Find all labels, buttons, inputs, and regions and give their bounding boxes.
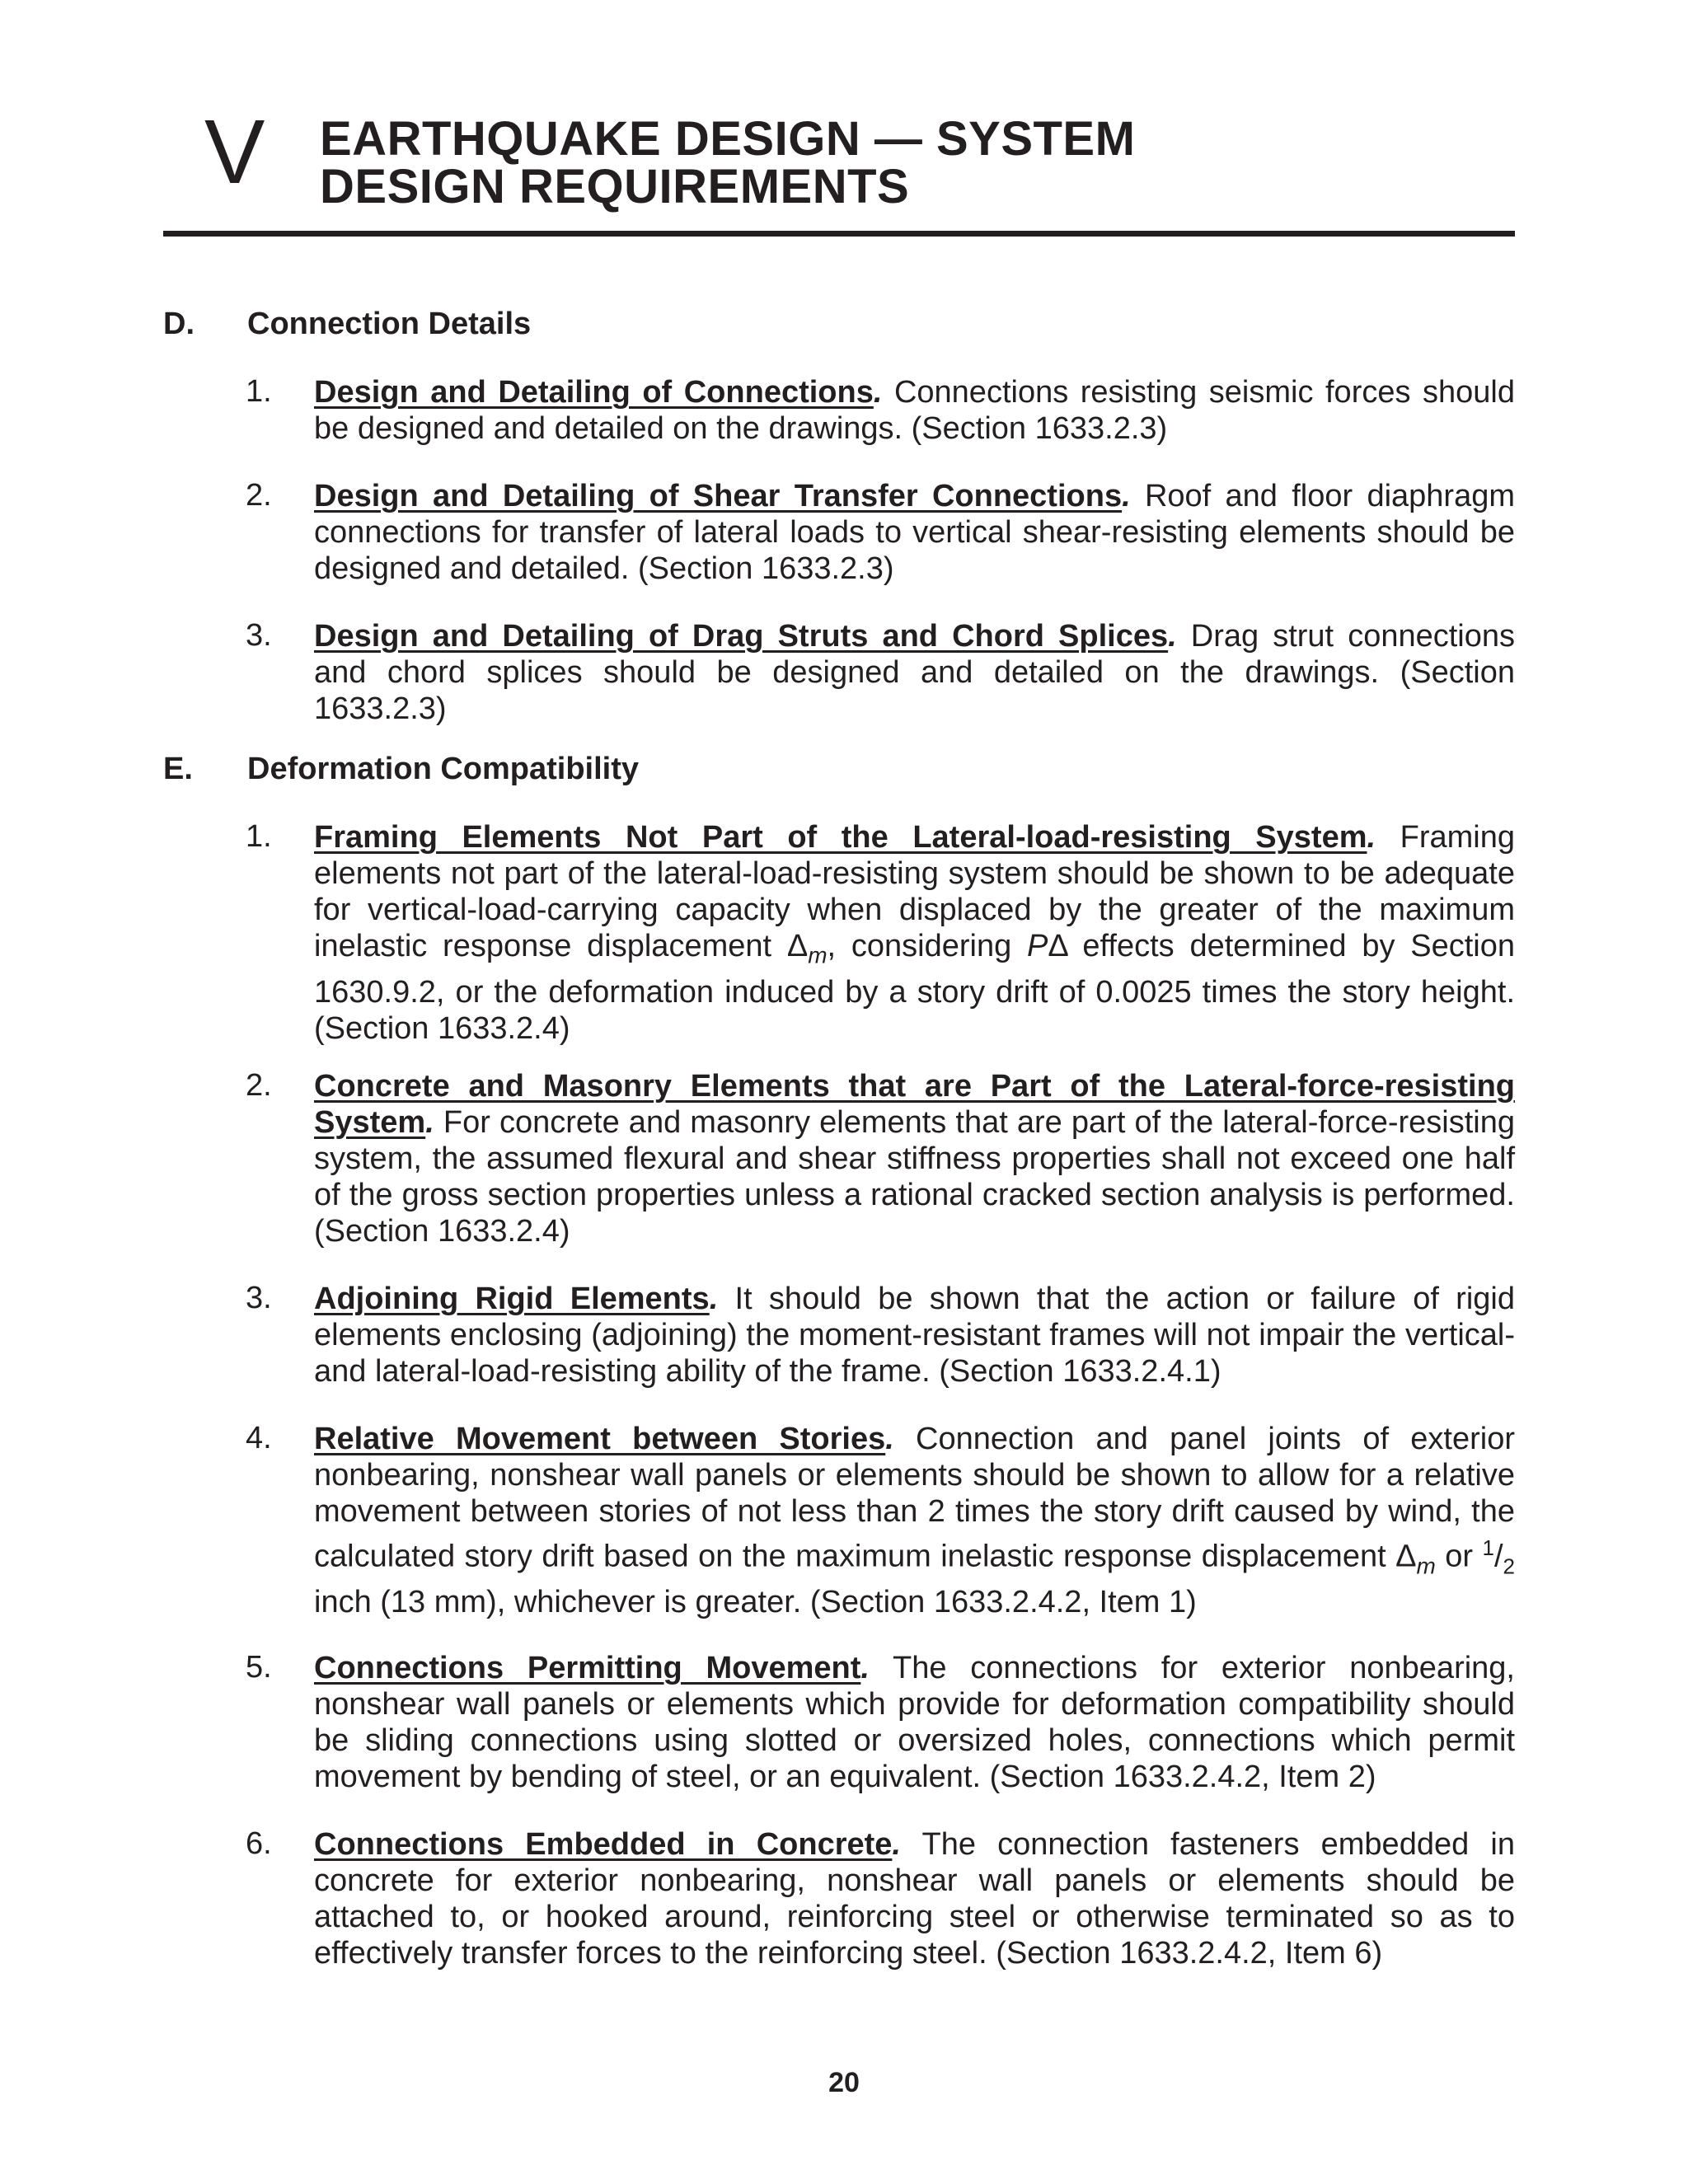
item-number: 1. (246, 374, 272, 409)
chapter-title-line-2: DESIGN REQUIREMENTS (320, 160, 910, 213)
item-text: Drag strut connections and chord splices should be designed and detailed on the drawings. (Section 1633.2.3) (314, 619, 1515, 726)
item-number: 6. (246, 1826, 272, 1861)
item-heading: Design and Detailing of Drag Struts and Chord Splices (314, 619, 1169, 654)
item-heading: Adjoining Rigid Elements (314, 1282, 710, 1316)
section-title: Deformation Compatibility (247, 752, 640, 786)
item-number: 1. (246, 819, 272, 854)
item-body: Design and Detailing of Shear Transfer Connections. Roof and floor diaphragm connections for transfer of lateral loads to vertical shear-resisting elements should be designed and detailed. (Section 1633.2.3) (314, 479, 1516, 586)
header-rule (163, 231, 1515, 237)
item-body: Design and Detailing of Connections. Connections resisting seismic forces should be designed and detailed on the drawings. (Section 1633.2.3) (314, 375, 1515, 446)
item-text: It should be shown that the action or failure of rigid elements enclosing (adjoining) the moment-resistant frames will not impair the vertical- and lateral-load-resisting ability of the frame. (Section 1633.2.4.1) (314, 1282, 1515, 1389)
item-heading: Design and Detailing of Connections (314, 375, 874, 410)
item-number: 3. (246, 1281, 272, 1315)
section-title: Connection Details (247, 307, 532, 341)
item-heading: Concrete and Masonry Elements that are Part of the Lateral-force-resisting System (314, 1069, 1515, 1140)
item-number: 3. (246, 618, 272, 653)
item-text: For concrete and masonry elements that are part of the lateral-force-resisting system, the assumed flexural and shear stiffness properties shall not exceed one half of the gross section properties unless a rational cracked section analysis is performed. (Section 1633.2.4) (314, 1105, 1515, 1249)
item-text: The connection fasteners embedded in concrete for exterior nonbearing, nonshear wall panels or elements should be attached to, or hooked around, reinforcing steel or otherwise terminated so as to effectively transfer forces to the reinforcing steel. (Section 1633.2.4.2, Item 6) (314, 1827, 1515, 1971)
item-heading: Connections Embedded in Concrete (314, 1827, 893, 1862)
item-body: Connections Permitting Movement. The connections for exterior nonbearing, nonshear wall panels or elements which provide for deformation compatibility should be sliding connections using slotted or oversized holes, connections which permit movement by bending of steel, or an equivalent. (Section 1633.2.4.2, Item 2) (314, 1651, 1515, 1794)
page-number: 20 (828, 2067, 860, 2098)
section-letter: D. (163, 307, 195, 341)
item-body: Connections Embedded in Concrete. The connection fasteners embedded in concrete for exterior nonbearing, nonshear wall panels or elements should be attached to, or hooked around, reinforcing steel or otherwise terminated so as to effectively transfer forces to the reinforcing steel. (Section 1633.2.4.2, Item 6) (314, 1827, 1515, 1971)
item-body: Concrete and Masonry Elements that are Part of the Lateral-force-resisting System. For concrete and masonry elements that are part of the lateral-force-resisting system, the assumed flexural and shear stiffness properties shall not exceed one half of the gross section properties unless a rational cracked section analysis is performed. (Section 1633.2.4) (314, 1069, 1515, 1249)
item-text: Roof and floor diaphragm connections for transfer of lateral loads to vertical shear-resisting elements should be designed and detailed. (Section 1633.2.3) (314, 479, 1516, 586)
item-heading: Design and Detailing of Shear Transfer Connections (314, 479, 1123, 513)
item-body: Design and Detailing of Drag Struts and Chord Splices. Drag strut connections and chord splices should be designed and detailed on the drawings. (Section 1633.2.3) (314, 619, 1515, 726)
item-number: 5. (246, 1650, 272, 1685)
item-heading: Relative Movement between Stories (314, 1422, 886, 1456)
section-letter: E. (163, 752, 193, 786)
item-body: Framing Elements Not Part of the Lateral-load-resisting System. Framing elements not part of the lateral-load-resisting system should be shown to be adequate for vertical-load-carrying capacity when displaced by the greater of the maximum inelastic response displacement $\Delta_m$, considering PΔ effects determined by Section 1630.9.2, or the deformation induced by a story drift of 0.0025 times the story height. (Section 1633.2.4) (314, 820, 1515, 1046)
item-heading: Framing Elements Not Part of the Lateral-load-resisting System (314, 820, 1367, 855)
item-body: Adjoining Rigid Elements. It should be shown that the action or failure of rigid elements enclosing (adjoining) the moment-resistant frames will not impair the vertical- and lateral-load-resisting ability of the frame. (Section 1633.2.4.1) (314, 1282, 1515, 1389)
item-text: Connections resisting seismic forces should be designed and detailed on the drawings. (Section 1633.2.3) (314, 375, 1515, 446)
item-text: The connections for exterior nonbearing, nonshear wall panels or elements which provide for deformation compatibility should be sliding connections using slotted or oversized holes, connections which permit movement by bending of steel, or an equivalent. (Section 1633.2.4.2, Item 2) (314, 1651, 1515, 1794)
chapter-title (320, 112, 1136, 213)
item-number: 4. (246, 1421, 272, 1455)
chapter-roman-numeral: V (204, 101, 265, 203)
item-heading: Connections Permitting Movement (314, 1651, 861, 1685)
item-body: Relative Movement between Stories. Connection and panel joints of exterior nonbearing, nonshear wall panels or elements should be shown to allow for a relative movement between stories of not less than 2 times the story drift caused by wind, the calculated story drift based on the maximum inelastic response displacement $\Delta_m$ or $^1/_2$ inch (13 mm), whichever is greater. (Section 1633.2.4.2, Item 1) (314, 1422, 1515, 1620)
item-number: 2. (246, 478, 272, 513)
item-number: 2. (246, 1068, 272, 1103)
chapter-title-line-1: EARTHQUAKE DESIGN — SYSTEM (320, 112, 1136, 166)
